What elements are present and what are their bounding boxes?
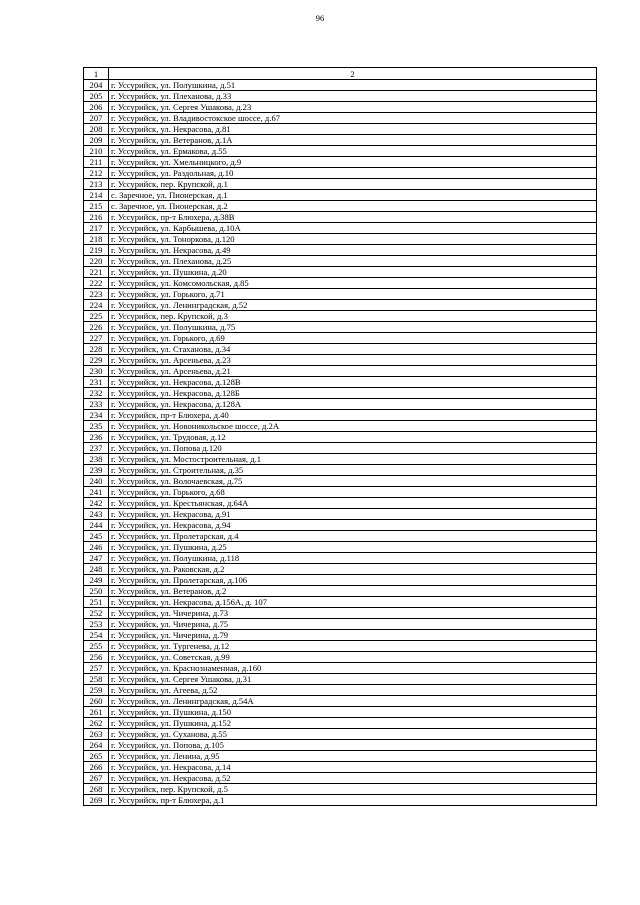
row-number: 246	[84, 542, 109, 553]
row-address: г. Уссурийск, ул. Трудовая, д.12	[109, 432, 597, 443]
table-row	[84, 586, 597, 597]
table-row	[84, 718, 597, 729]
row-address: г. Уссурийск, ул. Краснознаменная, д.160	[109, 663, 597, 674]
row-number: 230	[84, 366, 109, 377]
row-number: 257	[84, 663, 109, 674]
row-address: г. Уссурийск, ул. Некрасова, д.81	[109, 124, 597, 135]
row-address: г. Уссурийск, ул. Тургенева, д.12	[109, 641, 597, 652]
table-row	[84, 531, 597, 542]
row-number: 251	[84, 597, 109, 608]
row-address: г. Уссурийск, пр-т Блюхера, д.1	[109, 795, 597, 806]
row-address: г. Уссурийск, ул. Ленинградская, д.54А	[109, 696, 597, 707]
row-number: 240	[84, 476, 109, 487]
row-address: г. Уссурийск, ул. Ермакова, д.55	[109, 146, 597, 157]
row-number: 255	[84, 641, 109, 652]
table-row	[84, 245, 597, 256]
row-address: г. Уссурийск, ул. Чичерина, д.73	[109, 608, 597, 619]
row-number: 227	[84, 333, 109, 344]
table-row	[84, 498, 597, 509]
row-number: 213	[84, 179, 109, 190]
table-row	[84, 729, 597, 740]
row-number: 245	[84, 531, 109, 542]
row-number: 231	[84, 377, 109, 388]
table-row	[84, 300, 597, 311]
row-address: г. Уссурийск, ул. Пушкина, д.152	[109, 718, 597, 729]
row-address: г. Уссурийск, ул. Советская, д.99	[109, 652, 597, 663]
table-row	[84, 465, 597, 476]
row-number: 216	[84, 212, 109, 223]
table-row	[84, 575, 597, 586]
table-row	[84, 751, 597, 762]
row-number: 233	[84, 399, 109, 410]
table-row	[84, 487, 597, 498]
table-row	[84, 190, 597, 201]
table-row	[84, 168, 597, 179]
row-address: г. Уссурийск, ул. Горького, д.68	[109, 487, 597, 498]
row-address: г. Уссурийск, ул. Раковская, д.2	[109, 564, 597, 575]
row-number: 211	[84, 157, 109, 168]
row-address: г. Уссурийск, ул. Плеханова, д.33	[109, 91, 597, 102]
table-row	[84, 267, 597, 278]
row-address: г. Уссурийск, пер. Крупской, д.1	[109, 179, 597, 190]
row-address: г. Уссурийск, ул. Попова д.120	[109, 443, 597, 454]
table-row	[84, 619, 597, 630]
row-number: 204	[84, 80, 109, 91]
row-number: 241	[84, 487, 109, 498]
table-row	[84, 157, 597, 168]
row-address: г. Уссурийск, пер. Крупской, д.3	[109, 311, 597, 322]
table-row	[84, 641, 597, 652]
table-row	[84, 542, 597, 553]
row-address: г. Уссурийск, ул. Некрасова, д.128В	[109, 377, 597, 388]
row-number: 258	[84, 674, 109, 685]
row-address: г. Уссурийск, пр-т Блюхера, д.40	[109, 410, 597, 421]
row-number: 217	[84, 223, 109, 234]
row-address: г. Уссурийск, ул. Некрасова, д.128А	[109, 399, 597, 410]
row-number: 238	[84, 454, 109, 465]
table-row	[84, 597, 597, 608]
row-address: г. Уссурийск, пр-т Блюхера, д.38В	[109, 212, 597, 223]
table-row	[84, 179, 597, 190]
row-number: 226	[84, 322, 109, 333]
table-row	[84, 454, 597, 465]
row-address: г. Уссурийск, ул. Пролетарская, д.106	[109, 575, 597, 586]
table-row	[84, 344, 597, 355]
row-number: 244	[84, 520, 109, 531]
table-row	[84, 311, 597, 322]
table-row	[84, 223, 597, 234]
row-number: 263	[84, 729, 109, 740]
row-address: г. Уссурийск, ул. Сергея Ушакова, д.31	[109, 674, 597, 685]
row-address: г. Уссурийск, ул. Стаханова, д.34	[109, 344, 597, 355]
row-number: 239	[84, 465, 109, 476]
row-number: 252	[84, 608, 109, 619]
row-address: г. Уссурийск, ул. Пролетарская, д.4	[109, 531, 597, 542]
row-number: 235	[84, 421, 109, 432]
row-number: 268	[84, 784, 109, 795]
row-address: г. Уссурийск, ул. Арсеньева, д.21	[109, 366, 597, 377]
row-number: 254	[84, 630, 109, 641]
table-row	[84, 322, 597, 333]
row-address: г. Уссурийск, ул. Пушкина, д.20	[109, 267, 597, 278]
row-address: г. Уссурийск, ул. Сергея Ушакова, д.23	[109, 102, 597, 113]
row-address: г. Уссурийск, ул. Крестьянская, д.64А	[109, 498, 597, 509]
row-number: 220	[84, 256, 109, 267]
table-row	[84, 201, 597, 212]
row-address: г. Уссурийск, ул. Плеханова, д.25	[109, 256, 597, 267]
row-number: 218	[84, 234, 109, 245]
row-address: г. Уссурийск, ул. Карбышева, д.10А	[109, 223, 597, 234]
table-row	[84, 333, 597, 344]
table-row	[84, 366, 597, 377]
row-number: 219	[84, 245, 109, 256]
row-address: г. Уссурийск, ул. Строительная, д.35	[109, 465, 597, 476]
table-row	[84, 674, 597, 685]
table-row	[84, 80, 597, 91]
row-number: 264	[84, 740, 109, 751]
row-address: г. Уссурийск, пер. Крупской, д.5	[109, 784, 597, 795]
row-address: г. Уссурийск, ул. Пушкина, д.150	[109, 707, 597, 718]
table-row	[84, 443, 597, 454]
row-number: 223	[84, 289, 109, 300]
row-number: 212	[84, 168, 109, 179]
table-row	[84, 707, 597, 718]
row-number: 259	[84, 685, 109, 696]
table-row	[84, 685, 597, 696]
row-address: г. Уссурийск, ул. Ветеранов, д.1А	[109, 135, 597, 146]
row-number: 243	[84, 509, 109, 520]
table-row	[84, 146, 597, 157]
table-row	[84, 135, 597, 146]
row-number: 205	[84, 91, 109, 102]
row-number: 248	[84, 564, 109, 575]
header-address-column: 2	[109, 68, 597, 80]
table-row	[84, 421, 597, 432]
row-address: с. Заречное, ул. Пионерская, д.2	[109, 201, 597, 212]
row-number: 207	[84, 113, 109, 124]
row-address: г. Уссурийск, ул. Ленинградская, д.52	[109, 300, 597, 311]
page-number: 96	[315, 13, 325, 23]
table-row	[84, 212, 597, 223]
row-address: г. Уссурийск, ул. Арсеньева, д.23	[109, 355, 597, 366]
row-number: 261	[84, 707, 109, 718]
row-address: г. Уссурийск, ул. Мостостроительная, д.1	[109, 454, 597, 465]
table-row	[84, 696, 597, 707]
row-address: с. Заречное, ул. Пионерская, д.1	[109, 190, 597, 201]
table-row	[84, 553, 597, 564]
row-address: г. Уссурийск, ул. Некрасова, д.49	[109, 245, 597, 256]
row-address: г. Уссурийск, ул. Попова, д.105	[109, 740, 597, 751]
row-address: г. Уссурийск, ул. Волочаевская, д.75	[109, 476, 597, 487]
header-number-column: 1	[84, 68, 109, 80]
row-number: 237	[84, 443, 109, 454]
table-row	[84, 476, 597, 487]
row-number: 214	[84, 190, 109, 201]
row-number: 206	[84, 102, 109, 113]
row-number: 228	[84, 344, 109, 355]
row-address: г. Уссурийск, ул. Чичерина, д.79	[109, 630, 597, 641]
row-number: 221	[84, 267, 109, 278]
row-address: г. Уссурийск, ул. Некрасова, д.52	[109, 773, 597, 784]
table-row	[84, 124, 597, 135]
row-number: 210	[84, 146, 109, 157]
table-row	[84, 795, 597, 806]
row-number: 236	[84, 432, 109, 443]
row-number: 253	[84, 619, 109, 630]
table-row	[84, 773, 597, 784]
row-number: 234	[84, 410, 109, 421]
table-row	[84, 91, 597, 102]
row-address: г. Уссурийск, ул. Суханова, д.55	[109, 729, 597, 740]
address-table-body	[84, 68, 597, 806]
table-row	[84, 432, 597, 443]
row-number: 247	[84, 553, 109, 564]
table-row	[84, 399, 597, 410]
row-address: г. Уссурийск, ул. Полушкина, д.118	[109, 553, 597, 564]
table-row	[84, 234, 597, 245]
row-number: 224	[84, 300, 109, 311]
row-number: 250	[84, 586, 109, 597]
table-row	[84, 663, 597, 674]
table-row	[84, 102, 597, 113]
address-table	[83, 67, 597, 806]
table-row	[84, 509, 597, 520]
table-row	[84, 608, 597, 619]
row-number: 256	[84, 652, 109, 663]
table-row	[84, 388, 597, 399]
row-address: г. Уссурийск, ул. Ленина, д.95	[109, 751, 597, 762]
table-row	[84, 564, 597, 575]
table-row	[84, 410, 597, 421]
row-number: 242	[84, 498, 109, 509]
row-number: 208	[84, 124, 109, 135]
table-row	[84, 520, 597, 531]
row-number: 269	[84, 795, 109, 806]
row-address: г. Уссурийск, ул. Новоникольское шоссе, д.2А	[109, 421, 597, 432]
row-number: 267	[84, 773, 109, 784]
row-address: г. Уссурийск, ул. Чичерина, д.75	[109, 619, 597, 630]
row-address: г. Уссурийск, ул. Тонoркова, д.120	[109, 234, 597, 245]
row-address: г. Уссурийск, ул. Пушкина, д.25	[109, 542, 597, 553]
table-header-row	[84, 68, 597, 80]
table-row	[84, 355, 597, 366]
table-row	[84, 278, 597, 289]
row-address: г. Уссурийск, ул. Раздольная, д.10	[109, 168, 597, 179]
row-address: г. Уссурийск, ул. Полушкина, д.75	[109, 322, 597, 333]
table-row	[84, 740, 597, 751]
table-row	[84, 762, 597, 773]
row-number: 262	[84, 718, 109, 729]
table-row	[84, 377, 597, 388]
row-address: г. Уссурийск, ул. Некрасова, д.91	[109, 509, 597, 520]
row-address: г. Уссурийск, ул. Агеева, д.52	[109, 685, 597, 696]
row-number: 249	[84, 575, 109, 586]
row-address: г. Уссурийск, ул. Полушкина, д.51	[109, 80, 597, 91]
table-row	[84, 630, 597, 641]
row-number: 260	[84, 696, 109, 707]
row-number: 225	[84, 311, 109, 322]
row-address: г. Уссурийск, ул. Некрасова, д.94	[109, 520, 597, 531]
row-number: 215	[84, 201, 109, 212]
row-address: г. Уссурийск, ул. Хмельницкого, д.9	[109, 157, 597, 168]
row-number: 265	[84, 751, 109, 762]
row-number: 222	[84, 278, 109, 289]
row-address: г. Уссурийск, ул. Некрасова, д.156А, д. 107	[109, 597, 597, 608]
table-row	[84, 113, 597, 124]
row-address: г. Уссурийск, ул. Горького, д.69	[109, 333, 597, 344]
row-number: 232	[84, 388, 109, 399]
row-number: 266	[84, 762, 109, 773]
row-number: 229	[84, 355, 109, 366]
table-row	[84, 289, 597, 300]
row-address: г. Уссурийск, ул. Горького, д.71	[109, 289, 597, 300]
table-row	[84, 256, 597, 267]
row-address: г. Уссурийск, ул. Владивостокское шоссе, д.67	[109, 113, 597, 124]
row-address: г. Уссурийск, ул. Некрасова, д.128Б	[109, 388, 597, 399]
row-address: г. Уссурийск, ул. Ветеранов, д.2	[109, 586, 597, 597]
row-address: г. Уссурийск, ул. Комсомольская, д.85	[109, 278, 597, 289]
table-row	[84, 652, 597, 663]
row-address: г. Уссурийск, ул. Некрасова, д.14	[109, 762, 597, 773]
table-row	[84, 784, 597, 795]
row-number: 209	[84, 135, 109, 146]
